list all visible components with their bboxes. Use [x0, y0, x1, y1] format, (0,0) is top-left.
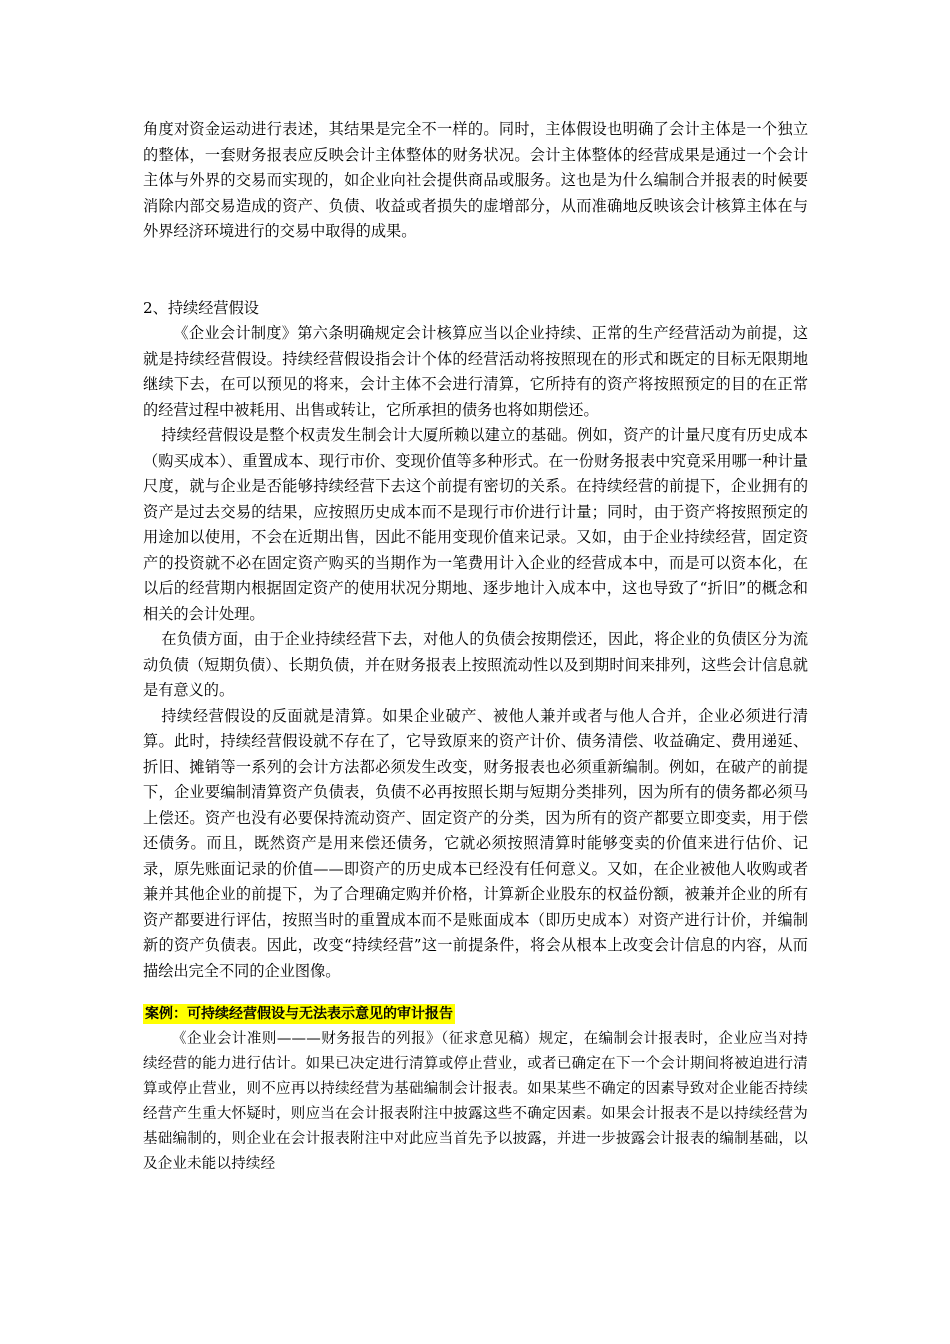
- paragraph: 持续经营假设是整个权责发生制会计大厦所赖以建立的基础。例如，资产的计量尺度有历史成本（购买成本）、重置成本、现行市价、变现价值等多种形式。在一份财务报表中究竟采用哪一种计量尺度，就与企业是否能够持续经营下去这个前提有密切的关系。在持续经营的前提下，企业拥有的资产是过去交易的结果，应按照历史成本而不是现行市价进行计量；同时，由于资产将按照预定的用途加以使用，不会在近期出售，因此不能用变现价值来记录。又如，由于企业持续经营，固定资产的投资就不必在固定资产购买的当期作为一笔费用计入企业的经营成本中，而是可以资本化，在以后的经营期内根据固定资产的使用状况分期地、逐步地计入成本中，这也导致了“折旧”的概念和相关的会计处理。: [143, 426, 808, 623]
- intro-paragraph: 角度对资金运动进行表述，其结果是完全不一样的。同时，主体假设也明确了会计主体是一个独立的整体，一套财务报表应反映会计主体整体的财务状况。会计主体整体的经营成果是通过一个会计主体与外界的交易而实现的，如企业向社会提供商品或服务。这也是为什么编制合并报表的时候要消除内部交易造成的资产、负债、收益或者损失的虚增部分，从而准确地反映该会计核算主体在与外界经济环境进行的交易中取得的成果。: [143, 120, 808, 240]
- document-body: [143, 117, 808, 1177]
- case-title-line: [143, 1001, 808, 1027]
- paragraph: 在负债方面，由于企业持续经营下去，对他人的负债会按期偿还，因此，将企业的负债区分为流动负债（短期负债）、长期负债，并在财务报表上按照流动性以及到期时间来排列，这些会计信息就是有意义的。: [143, 630, 808, 699]
- section-heading: 2、持续经营假设: [143, 298, 259, 317]
- case-title-highlight: 案例：可持续经营假设与无法表示意见的审计报告: [145, 1006, 453, 1022]
- paragraph: 《企业会计制度》第六条明确规定会计核算应当以企业持续、正常的生产经营活动为前提，这就是持续经营假设。持续经营假设指会计个体的经营活动将按照现在的形式和既定的目标无限期地继续下去，在可以预见的将来，会计主体不会进行清算，它所持有的资产将按照预定的目的在正常的经营过程中被耗用、出售或转让，它所承担的债务也将如期偿还。: [143, 324, 808, 419]
- paragraph: 持续经营假设的反面就是清算。如果企业破产、被他人兼并或者与他人合并，企业必须进行清算。此时，持续经营假设就不存在了，它导致原来的资产计价、债务清偿、收益确定、费用递延、折旧、摊销等一系列的会计方法都必须发生改变，财务报表也必须重新编制。例如，在破产的前提下，企业要编制清算资产负债表，负债不必再按照长期与短期分类排列，因为所有的债务都必须马上偿还。资产也没有必要保持流动资产、固定资产的分类，因为所有的资产都要立即变卖，用于偿还债务。而且，既然资产是用来偿还债务，它就必须按照清算时能够变卖的价值来进行估价、记录，原先账面记录的价值——即资产的历史成本已经没有任何意义。又如，在企业被他人收购或者兼并其他企业的前提下，为了合理确定购并价格，计算新企业股东的权益份额，被兼并企业的所有资产都要进行评估，按照当时的重置成本而不是账面成本（即历史成本）对资产进行计价，并编制新的资产负债表。因此，改变“持续经营”这一前提条件，将会从根本上改变会计信息的内容，从而描绘出完全不同的企业图像。: [143, 706, 808, 980]
- spacer: [143, 245, 808, 296]
- spacer: [143, 984, 808, 1001]
- case-paragraph: 《企业会计准则———财务报告的列报》（征求意见稿）规定，在编制会计报表时，企业应当对持续经营的能力进行估计。如果已决定进行清算或停止营业，或者已确定在下一个会计期间将被迫进行清算或停止营业，则不应再以持续经营为基础编制会计报表。如果某些不确定的因素导致对企业能否持续经营产生重大怀疑时，则应当在会计报表附注中披露这些不确定因素。如果会计报表不是以持续经营为基础编制的，则企业在会计报表附注中对此应当首先予以披露，并进一步披露会计报表的编制基础，以及企业未能以持续经: [143, 1030, 808, 1172]
